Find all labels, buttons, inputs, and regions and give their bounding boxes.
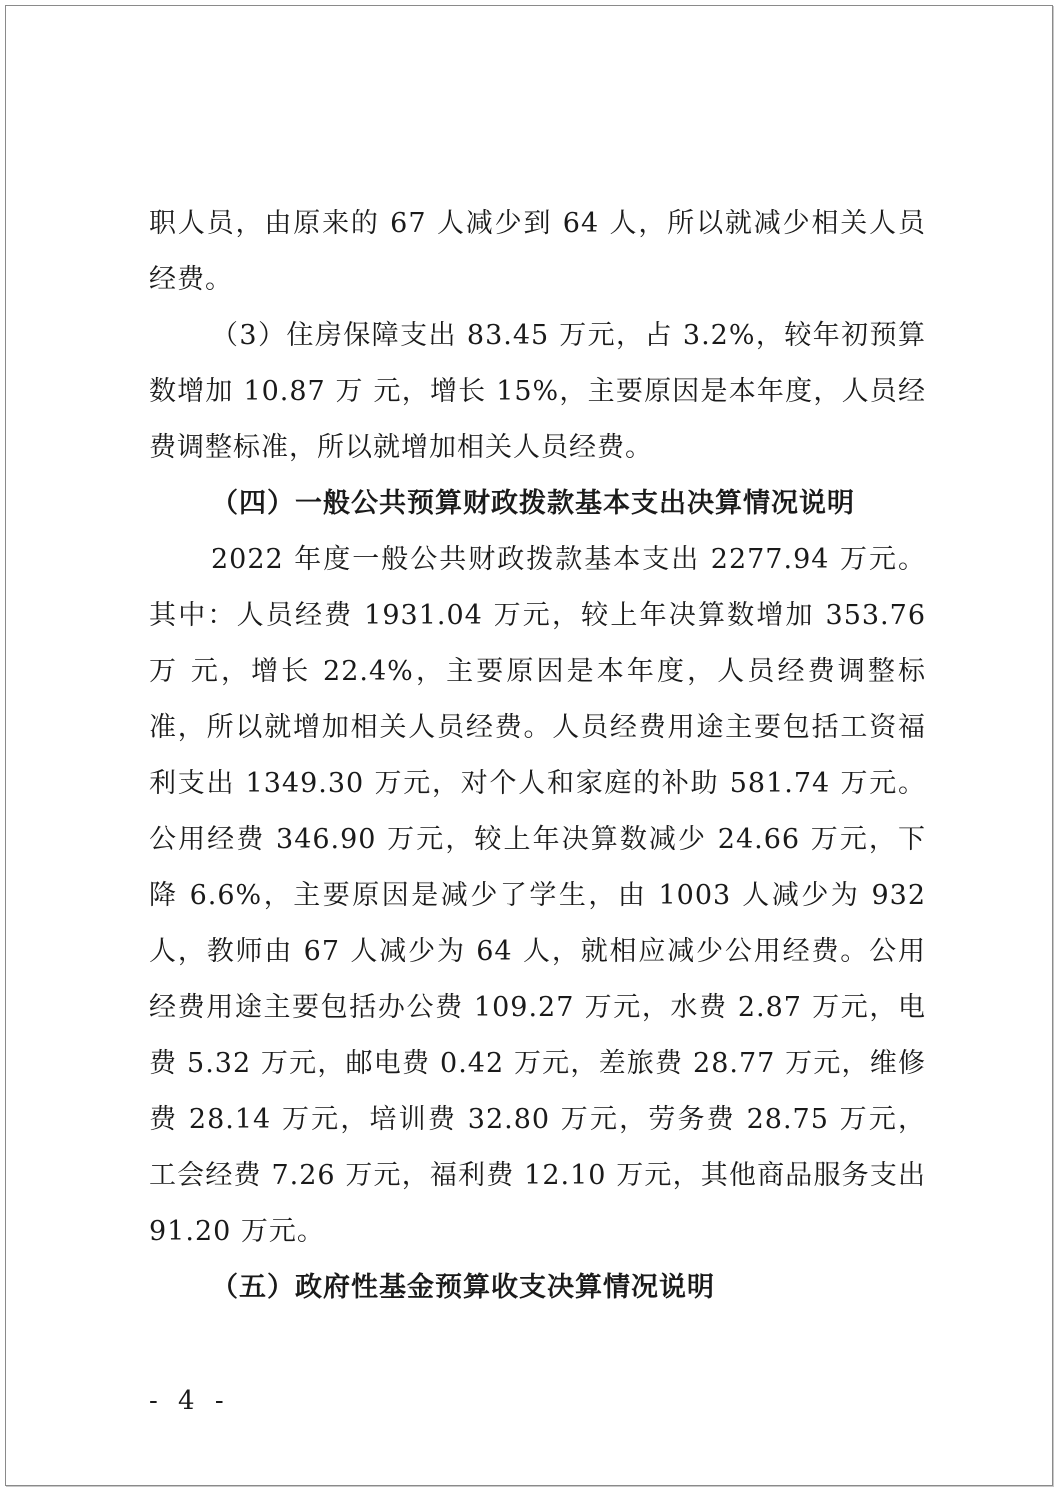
page-number: - 4 -	[149, 1386, 230, 1416]
paragraph-housing-expenditure: （3）住房保障支出 83.45 万元，占 3.2%，较年初预算数增加 10.87 万 元，增长 15%，主要原因是本年度，人员经费调整标准，所以就增加相关人员经费。	[149, 320, 926, 463]
document-page	[5, 5, 1053, 1486]
paragraph-staff-reduction: 职人员，由原来的 67 人减少到 64 人，所以就减少相关人员经费。	[149, 208, 926, 295]
section-heading-basic-expenditure: （四）一般公共预算财政拨款基本支出决算情况说明	[211, 488, 855, 519]
section-heading-government-fund: （五）政府性基金预算收支决算情况说明	[211, 1272, 715, 1303]
paragraph-basic-expenditure-detail: 2022 年度一般公共财政拨款基本支出 2277.94 万元。其中：人员经费 1931.04 万元，较上年决算数增加 353.76 万 元，增长 22.4%，主要原因是本年度，人员经费调整标准，所以就增加相关人员经费。人员经费用途主要包括工资福利支出 1349.30 万元，对个人和家庭的补助 581.74 万元。公用经费 346.90 万元，较上年决算数减少 24.66 万元，下降 6.6%，主要原因是减少了学生，由 1003 人减少为 932 人，教师由 67 人减少为 64 人，就相应减少公用经费。公用经费用途主要包括办公费 109.27 万元，水费 2.87 万元，电费 5.32 万元，邮电费 0.42 万元，差旅费 28.77 万元，维修费 28.14 万元，培训费 32.80 万元，劳务费 28.75 万元，工会经费 7.26 万元，福利费 12.10 万元，其他商品服务支出 91.20 万元。	[149, 544, 926, 1247]
document-body	[149, 196, 926, 1316]
